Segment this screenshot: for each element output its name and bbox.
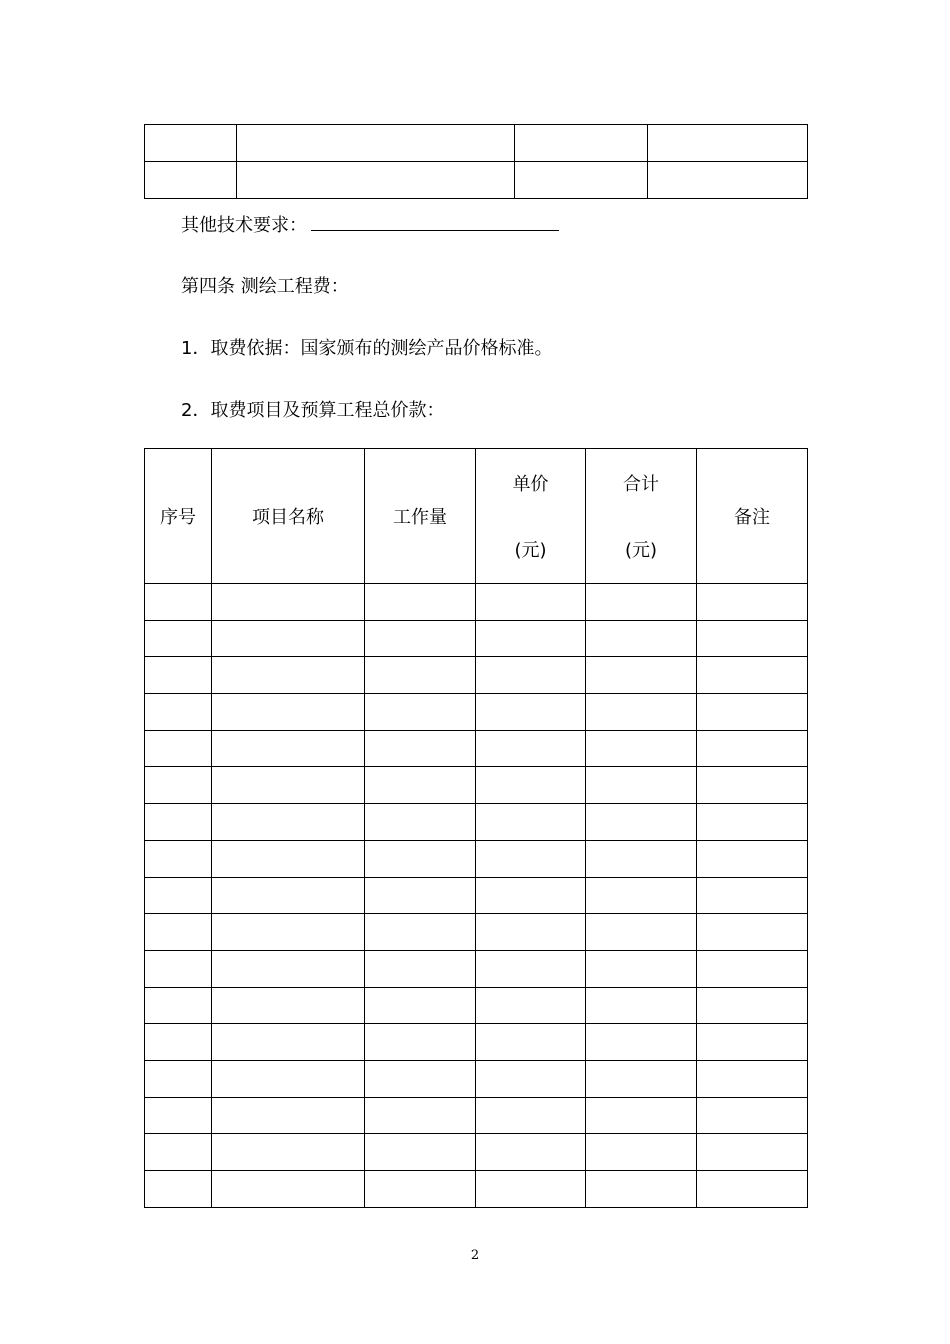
table-cell (586, 1134, 697, 1171)
header-unit-price-cell (476, 449, 586, 584)
header-serial: 序号 (145, 449, 212, 584)
table-cell (212, 657, 365, 694)
table-cell (212, 950, 365, 987)
table-cell (476, 804, 586, 841)
table-cell (365, 730, 476, 767)
table-cell (365, 694, 476, 731)
table-cell (648, 162, 808, 199)
table-cell (476, 767, 586, 804)
table-cell (365, 620, 476, 657)
table-cell (697, 950, 808, 987)
table-cell (365, 987, 476, 1024)
table-cell (697, 1024, 808, 1061)
table-cell (476, 730, 586, 767)
table-row (145, 584, 808, 621)
fee-basis-item: 1．取费依据：国家颁布的测绘产品价格标准。 (181, 338, 553, 359)
table-cell (697, 730, 808, 767)
table-cell (212, 1134, 365, 1171)
table-cell (212, 840, 365, 877)
table-row (145, 877, 808, 914)
table-cell (586, 914, 697, 951)
table-cell (476, 1171, 586, 1208)
fill-in-blank (311, 212, 559, 231)
continued-spec-table (144, 124, 808, 199)
table-cell (476, 987, 586, 1024)
table-header-row (145, 449, 808, 584)
table-cell (586, 767, 697, 804)
table-cell (365, 657, 476, 694)
table-cell (237, 125, 515, 162)
table-cell (697, 657, 808, 694)
table-cell (237, 162, 515, 199)
table-cell (145, 1097, 212, 1134)
table-cell (476, 620, 586, 657)
table-cell (476, 840, 586, 877)
header-total: 合计 (623, 474, 659, 495)
table-cell (586, 730, 697, 767)
table-cell (697, 877, 808, 914)
table-cell (145, 767, 212, 804)
table-cell (476, 657, 586, 694)
table-cell (212, 730, 365, 767)
table-cell (145, 914, 212, 951)
table-row (145, 840, 808, 877)
table-cell (697, 987, 808, 1024)
table-cell (476, 694, 586, 731)
article-four-heading: 第四条 测绘工程费： (181, 276, 349, 297)
table-row (145, 694, 808, 731)
table-row (145, 730, 808, 767)
table-cell (365, 1134, 476, 1171)
table-cell (212, 1171, 365, 1208)
table-cell (145, 987, 212, 1024)
table-cell (145, 1024, 212, 1061)
table-row (145, 767, 808, 804)
table-row (145, 162, 808, 199)
table-cell (586, 1024, 697, 1061)
table-cell (145, 1134, 212, 1171)
table-cell (145, 840, 212, 877)
table-cell (697, 620, 808, 657)
table-cell (212, 584, 365, 621)
table-cell (697, 840, 808, 877)
table-row (145, 125, 808, 162)
table-cell (586, 987, 697, 1024)
header-unit-price: 单价 (512, 474, 549, 495)
table-row (145, 1060, 808, 1097)
fee-table-body (145, 584, 808, 1208)
table-cell (212, 1097, 365, 1134)
table-row (145, 987, 808, 1024)
table-row (145, 1171, 808, 1208)
table-cell (212, 1060, 365, 1097)
table-cell (212, 804, 365, 841)
table-cell (145, 694, 212, 731)
table-cell (212, 987, 365, 1024)
table-row (145, 1134, 808, 1171)
table-cell (697, 1171, 808, 1208)
table-cell (476, 1060, 586, 1097)
table-cell (365, 1097, 476, 1134)
table-cell (365, 1060, 476, 1097)
table-row (145, 1097, 808, 1134)
table-cell (212, 877, 365, 914)
header-total-cell (586, 449, 697, 584)
table-cell (586, 657, 697, 694)
table-cell (365, 584, 476, 621)
table-cell (697, 584, 808, 621)
table-cell (212, 620, 365, 657)
table-cell (365, 767, 476, 804)
table-cell (586, 877, 697, 914)
table-cell (476, 1024, 586, 1061)
table-cell (145, 162, 237, 199)
table-cell (145, 584, 212, 621)
table-cell (365, 1024, 476, 1061)
table-cell (212, 1024, 365, 1061)
fee-budget-table (144, 448, 808, 1208)
page-number: 2 (470, 1248, 480, 1263)
header-unit-price-unit: (元) (514, 540, 547, 561)
table-cell (586, 584, 697, 621)
table-cell (697, 1060, 808, 1097)
table-cell (697, 1097, 808, 1134)
table-cell (586, 804, 697, 841)
table-cell (145, 657, 212, 694)
table-cell (476, 1134, 586, 1171)
header-item-name: 项目名称 (212, 449, 365, 584)
table-cell (586, 1060, 697, 1097)
table-cell (648, 125, 808, 162)
table-cell (212, 767, 365, 804)
table-cell (476, 914, 586, 951)
header-total-unit: (元) (624, 540, 658, 561)
header-workload: 工作量 (365, 449, 476, 584)
table-row (145, 950, 808, 987)
table-cell (365, 914, 476, 951)
table-cell (586, 840, 697, 877)
table-cell (365, 877, 476, 914)
table-cell (365, 804, 476, 841)
table-cell (697, 914, 808, 951)
table-row (145, 620, 808, 657)
table-row (145, 1024, 808, 1061)
table-cell (145, 730, 212, 767)
table-cell (212, 914, 365, 951)
other-requirements-label: 其他技术要求： (181, 215, 307, 236)
table-cell (586, 620, 697, 657)
table-cell (145, 1060, 212, 1097)
table-cell (586, 1097, 697, 1134)
table-cell (697, 694, 808, 731)
table-cell (365, 950, 476, 987)
table-cell (145, 950, 212, 987)
table-cell (476, 584, 586, 621)
table-cell (476, 1097, 586, 1134)
fee-items-item: 2．取费项目及预算工程总价款： (181, 400, 445, 421)
table-row (145, 657, 808, 694)
table-cell (586, 694, 697, 731)
table-cell (145, 620, 212, 657)
other-requirements-line (181, 212, 559, 238)
table-cell (515, 125, 648, 162)
header-remarks: 备注 (697, 449, 808, 584)
table-cell (697, 767, 808, 804)
table-cell (476, 950, 586, 987)
table-cell (476, 877, 586, 914)
table-cell (586, 1171, 697, 1208)
table-row (145, 804, 808, 841)
table-cell (145, 877, 212, 914)
table-cell (515, 162, 648, 199)
table-cell (365, 1171, 476, 1208)
table-cell (145, 804, 212, 841)
table-cell (145, 1171, 212, 1208)
table-cell (697, 804, 808, 841)
table-row (145, 914, 808, 951)
table-cell (586, 950, 697, 987)
table-cell (145, 125, 237, 162)
table-cell (697, 1134, 808, 1171)
table-cell (365, 840, 476, 877)
table-cell (212, 694, 365, 731)
